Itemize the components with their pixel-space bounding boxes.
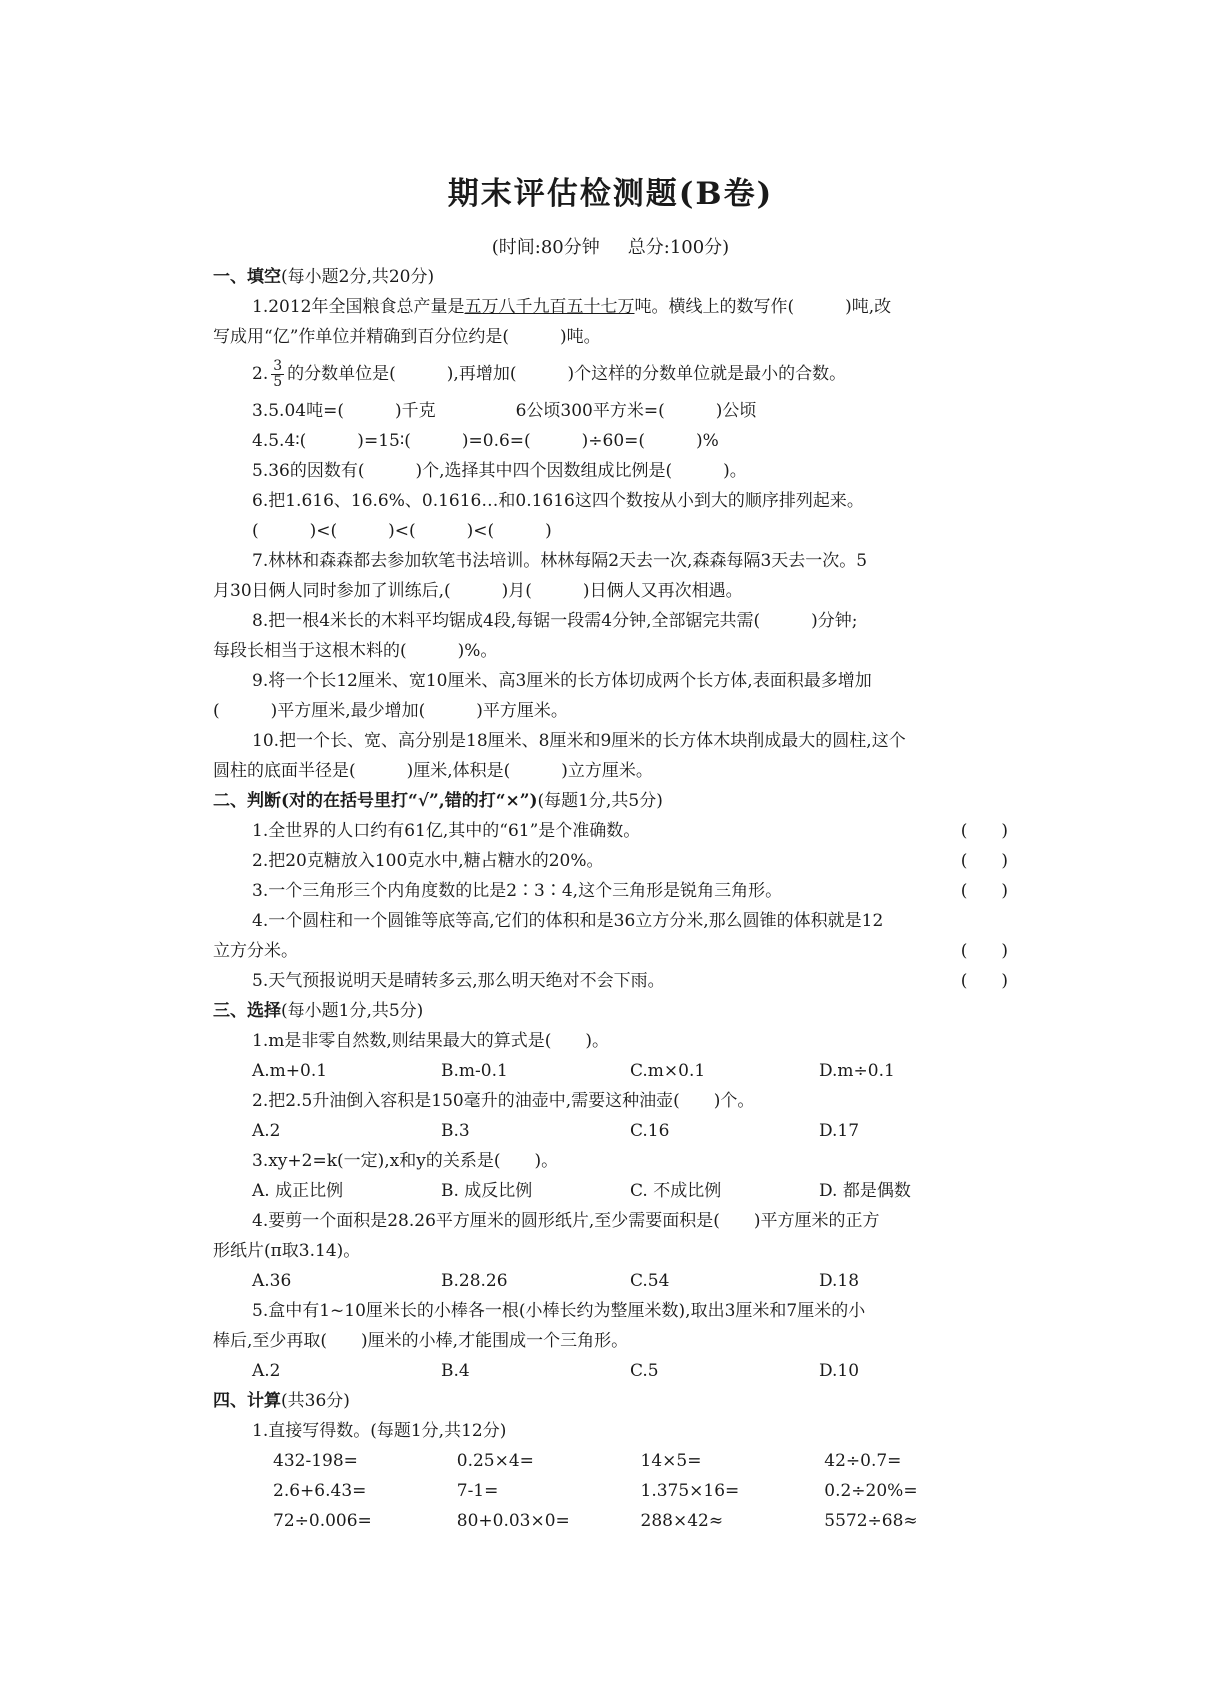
- fraction-three-fifths: $\frac{3}{5}$: [273, 358, 283, 390]
- exam-time: (时间:80分钟: [491, 237, 600, 258]
- exam-paper: [213, 150, 1008, 1536]
- option-c: C. 不成比例: [630, 1181, 722, 1201]
- option-b: B. 成反比例: [441, 1181, 533, 1201]
- choice-question-5: 5.盒中有1~10厘米长的小棒各一根(小棒长约为整厘米数),取出3厘米和7厘米的小: [252, 1301, 866, 1321]
- fill-question-8: 8.把一根4米长的木料平均锯成4段,每锯一段需4分钟,全部锯完共需( )分钟;: [252, 611, 858, 631]
- choice-question-2: 2.把2.5升油倒入容积是150毫升的油壶中,需要这种油壶( )个。: [252, 1091, 755, 1111]
- choice-options-4: [213, 1266, 1008, 1296]
- calc-row-3: [213, 1506, 1008, 1536]
- fill-question-1-line2: 写成用“亿”作单位并精确到百分位约是( )吨。: [213, 327, 601, 347]
- option-d: D.18: [819, 1271, 860, 1291]
- choice-question-1: 1.m是非零自然数,则结果最大的算式是( )。: [252, 1031, 610, 1051]
- fill-question-7: 7.林林和森森都去参加软笔书法培训。林林每隔2天去一次,森森每隔3天去一次。5: [252, 551, 868, 571]
- exam-total-score: 总分:100分): [627, 237, 730, 258]
- calc-item: 14×5=: [640, 1451, 702, 1471]
- choice-question-4: 4.要剪一个面积是28.26平方厘米的圆形纸片,至少需要面积是( )平方厘米的正方: [252, 1211, 880, 1231]
- page-title: 期末评估检测题(B卷): [447, 176, 774, 212]
- option-a: A.m+0.1: [252, 1061, 328, 1081]
- fill-question-4: 4.5.4∶( )=15∶( )=0.6=( )÷60=( )%: [252, 431, 719, 451]
- fill-question-3: 3.5.04吨=( )千克 6公顷300平方米=( )公顷: [252, 401, 757, 421]
- choice-question-5-line2: 棒后,至少再取( )厘米的小棒,才能围成一个三角形。: [213, 1331, 629, 1351]
- choice-options-1: [213, 1056, 1008, 1086]
- judge-question-4-line2: 立方分米。 ( ): [213, 936, 1008, 966]
- calc-item: 80+0.03×0=: [456, 1511, 570, 1531]
- option-d: D.17: [819, 1121, 860, 1141]
- calc-item: 42÷0.7=: [824, 1451, 902, 1471]
- judge-question-3: 3.一个三角形三个内角度数的比是2∶3∶4,这个三角形是锐角三角形。 ( ): [213, 876, 1008, 906]
- answer-parentheses: ( ): [960, 881, 1008, 901]
- calc-question-1: 1.直接写得数。(每题1分,共12分): [252, 1421, 507, 1441]
- section-heading-calculation: 四、计算(共36分): [213, 1391, 350, 1411]
- calc-item: 72÷0.006=: [273, 1511, 372, 1531]
- option-c: C.54: [630, 1271, 670, 1291]
- answer-parentheses: ( ): [960, 941, 1008, 961]
- fill-question-5: 5.36的因数有( )个,选择其中四个因数组成比例是( )。: [252, 461, 747, 481]
- fill-question-8-line2: 每段长相当于这根木料的( )%。: [213, 641, 498, 661]
- calc-row-2: [213, 1476, 1008, 1506]
- fill-question-6: 6.把1.616、16.6%、0.1616…和0.1616这四个数按从小到大的顺序排列起来。: [252, 491, 864, 511]
- section-heading-fill-blank: 一、填空(每小题2分,共20分): [213, 267, 435, 287]
- judge-question-5: 5.天气预报说明天是晴转多云,那么明天绝对不会下雨。 ( ): [213, 966, 1008, 996]
- judge-question-2: 2.把20克糖放入100克水中,糖占糖水的20%。 ( ): [213, 846, 1008, 876]
- option-d: D.m÷0.1: [819, 1061, 895, 1081]
- option-b: B.3: [441, 1121, 470, 1141]
- underlined-number-text: 五万八千九百五十七万: [464, 297, 635, 317]
- fill-question-10-line2: 圆柱的底面半径是( )厘米,体积是( )立方厘米。: [213, 761, 653, 781]
- option-d: D.10: [819, 1361, 860, 1381]
- calc-item: 288×42≈: [640, 1511, 724, 1531]
- choice-options-5: [213, 1356, 1008, 1386]
- calc-item: 0.25×4=: [456, 1451, 534, 1471]
- option-c: C.16: [630, 1121, 670, 1141]
- fill-question-7-line2: 月30日俩人同时参加了训练后,( )月( )日俩人又再次相遇。: [213, 581, 743, 601]
- calc-item: 5572÷68≈: [824, 1511, 918, 1531]
- option-a: A.36: [252, 1271, 292, 1291]
- option-c: C.m×0.1: [630, 1061, 706, 1081]
- judge-question-4: 4.一个圆柱和一个圆锥等底等高,它们的体积和是36立方分米,那么圆锥的体积就是12: [252, 911, 884, 931]
- calc-item: 0.2÷20%=: [824, 1481, 918, 1501]
- choice-options-3: [213, 1176, 1008, 1206]
- option-a: A. 成正比例: [252, 1181, 344, 1201]
- answer-parentheses: ( ): [960, 851, 1008, 871]
- choice-options-2: [213, 1116, 1008, 1146]
- section-heading-true-false: 二、判断(对的在括号里打“√”,错的打“×”)(每题1分,共5分): [213, 791, 663, 811]
- option-a: A.2: [252, 1121, 281, 1141]
- choice-question-4-line2: 形纸片(π取3.14)。: [213, 1241, 361, 1261]
- calc-item: 7-1=: [456, 1481, 499, 1501]
- calc-item: 432-198=: [273, 1451, 358, 1471]
- option-d: D. 都是偶数: [819, 1181, 911, 1201]
- option-b: B.m-0.1: [441, 1061, 508, 1081]
- fill-question-9: 9.将一个长12厘米、宽10厘米、高3厘米的长方体切成两个长方体,表面积最多增加: [252, 671, 872, 691]
- judge-question-1: 1.全世界的人口约有61亿,其中的“61”是个准确数。 ( ): [213, 816, 1008, 846]
- answer-parentheses: ( ): [960, 971, 1008, 991]
- section-heading-choice: 三、选择(每小题1分,共5分): [213, 1001, 424, 1021]
- fill-question-1: 1.2012年全国粮食总产量是五万八千九百五十七万吨。横线上的数写作( )吨,改: [252, 297, 892, 317]
- calc-row-1: [213, 1446, 1008, 1476]
- calc-item: 2.6+6.43=: [273, 1481, 367, 1501]
- choice-question-3: 3.xy+2=k(一定),x和y的关系是( )。: [252, 1151, 559, 1171]
- option-a: A.2: [252, 1361, 281, 1381]
- option-c: C.5: [630, 1361, 659, 1381]
- option-b: B.4: [441, 1361, 470, 1381]
- fill-question-9-line2: ( )平方厘米,最少增加( )平方厘米。: [213, 701, 568, 721]
- exam-info: [213, 234, 1008, 262]
- calc-item: 1.375×16=: [640, 1481, 740, 1501]
- answer-parentheses: ( ): [960, 821, 1008, 841]
- fill-question-10: 10.把一个长、宽、高分别是18厘米、8厘米和9厘米的长方体木块削成最大的圆柱,这个: [252, 731, 906, 751]
- fill-question-2: 2. $\frac{3}{5}$ 的分数单位是( ),再增加( )个这样的分数单位就是最小的合数。: [252, 358, 847, 390]
- option-b: B.28.26: [441, 1271, 508, 1291]
- fill-question-6-line2: ( )<( )<( )<( ): [252, 521, 552, 541]
